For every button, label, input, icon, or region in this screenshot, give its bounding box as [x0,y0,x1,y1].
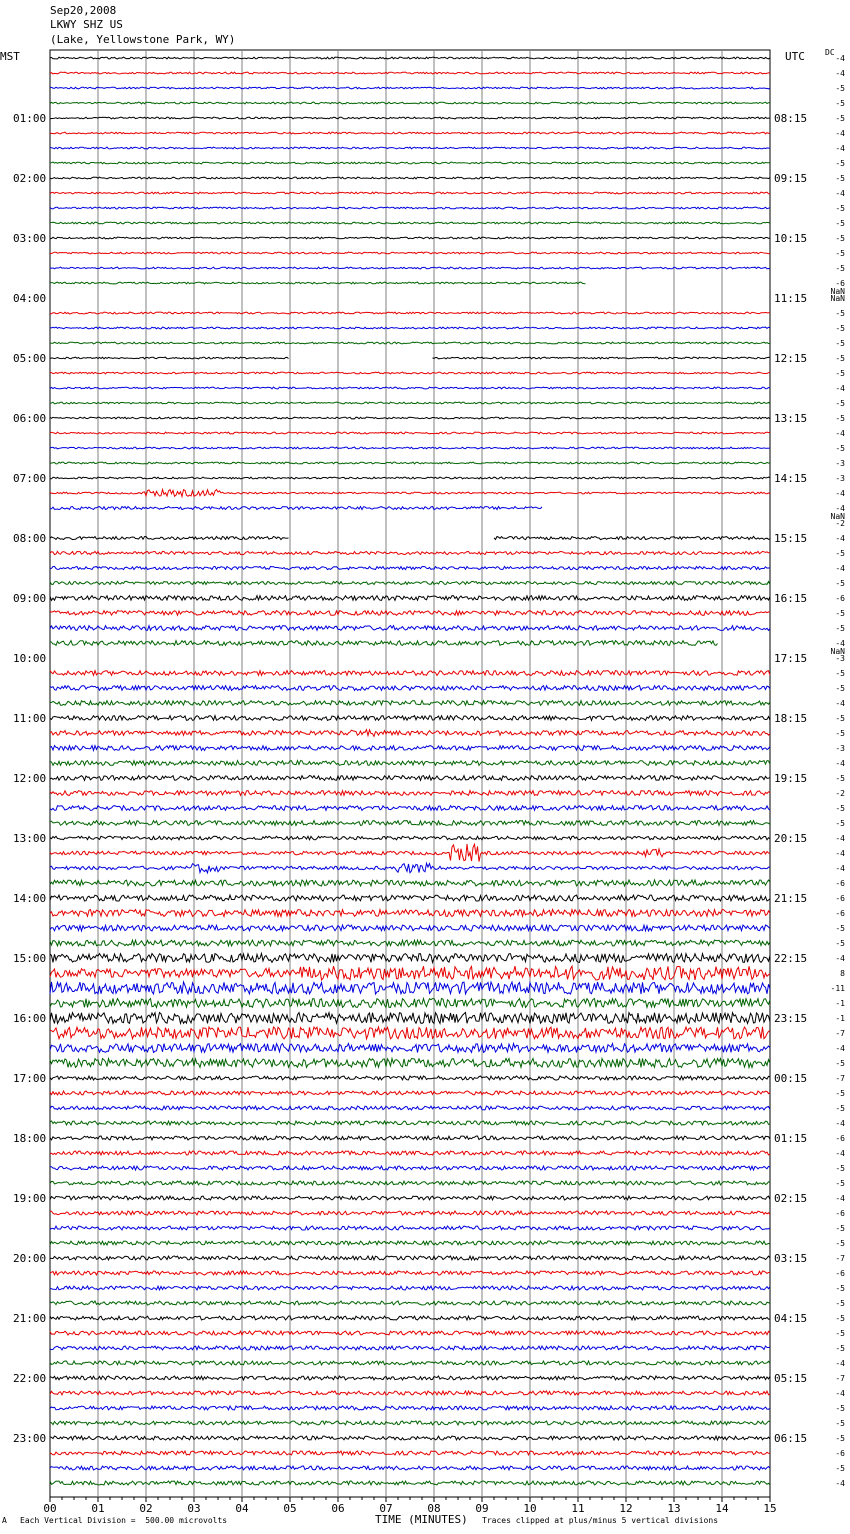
trace-offset-label: -5 [835,609,845,618]
trace-offset-label: -5 [835,1464,845,1473]
trace-offset-label: -4 [835,639,845,648]
seismic-trace [50,1481,770,1485]
trace-offset-label: -4 [835,1389,845,1398]
seismic-trace [50,207,770,209]
seismic-trace [50,999,770,1008]
x-axis-title: TIME (MINUTES) [375,1513,468,1526]
x-tick-label: 09 [475,1502,489,1515]
right-hour-label: 09:15 [774,172,808,185]
trace-offset-label: -5 [835,1434,845,1443]
right-hour-label: 12:15 [774,352,808,365]
seismic-trace [50,1451,770,1455]
seismic-trace [50,1059,770,1068]
seismic-trace [50,910,770,917]
trace-offset-label: -6 [835,279,845,288]
seismic-trace [50,730,770,737]
trace-offset-label: -5 [835,324,845,333]
right-hour-label: 21:15 [774,892,808,905]
gap-label: NaN [830,287,845,296]
trace-offset-label: -5 [835,1329,845,1338]
trace-offset-label: -4 [835,69,845,78]
trace-offset-label: -6 [835,1134,845,1143]
trace-offset-label: -7 [835,1074,845,1083]
trace-offset-label: 8 [840,969,845,978]
scale-note: Each Vertical Division = 500.00 microvolts [20,1516,228,1525]
trace-offset-label: -4 [835,699,845,708]
seismic-trace [50,940,770,946]
x-tick-label: 13 [667,1502,681,1515]
seismic-trace [50,1286,770,1290]
seismic-trace [50,357,770,359]
seismic-trace [50,536,770,539]
left-hour-label: 05:00 [13,352,47,365]
trace-offset-label: -4 [835,849,845,858]
left-hour-label: 11:00 [13,712,47,725]
header-station: LKWY SHZ US [50,18,123,31]
seismic-trace [50,1301,770,1305]
trace-offset-label: -5 [835,369,845,378]
right-hour-label: 11:15 [774,292,808,305]
seismic-trace [50,252,770,254]
seismic-trace [50,1406,770,1410]
trace-offset-label: -5 [835,804,845,813]
left-hour-label: 03:00 [13,232,47,245]
right-hour-label: 23:15 [774,1012,808,1025]
seismic-trace [50,327,770,329]
left-hour-label: 19:00 [13,1192,47,1205]
trace-offset-label: -5 [835,1059,845,1068]
trace-offset-label: -5 [835,1284,845,1293]
left-hour-label: 14:00 [13,892,47,905]
seismic-trace [50,746,770,751]
trace-offset-label: -5 [835,1419,845,1428]
trace-offset-label: -5 [835,1224,845,1233]
x-tick-label: 14 [715,1502,729,1515]
seismic-trace [50,1166,770,1170]
trace-offset-label: -5 [835,684,845,693]
right-hour-label: 15:15 [774,532,808,545]
right-hour-label: 20:15 [774,832,808,845]
seismic-trace [50,844,770,862]
seismic-trace [50,102,770,104]
trace-offset-label: -4 [835,1359,845,1368]
seismic-trace [50,1136,770,1140]
seismic-trace [50,821,770,826]
seismic-trace [50,267,770,269]
seismic-trace [50,1027,770,1039]
seismic-trace [50,836,770,840]
seismic-trace [50,895,770,901]
x-tick-label: 03 [187,1502,201,1515]
trace-offset-label: -4 [835,129,845,138]
x-tick-label: 11 [571,1502,585,1515]
trace-offset-label: -4 [835,1044,845,1053]
left-hour-label: 20:00 [13,1252,47,1265]
seismic-trace [50,162,770,164]
seismic-trace [50,312,770,314]
seismic-trace [50,925,770,931]
trace-offset-label: -5 [835,549,845,558]
trace-offset-label: -5 [835,444,845,453]
right-hour-label: 06:15 [774,1432,808,1445]
trace-offset-label: -4 [835,504,845,513]
seismic-trace [50,432,770,434]
trace-offset-label: -5 [835,219,845,228]
trace-offset-label: -5 [835,234,845,243]
seismic-trace [50,1151,770,1155]
left-hour-label: 17:00 [13,1072,47,1085]
left-hour-label: 22:00 [13,1372,47,1385]
seismic-trace [50,1076,770,1080]
trace-offset-label: -3 [835,744,845,753]
seismic-trace [50,372,770,374]
left-hour-label: 02:00 [13,172,47,185]
seismic-trace [50,1346,770,1350]
trace-offset-label: -4 [835,54,845,63]
seismic-trace [50,177,770,179]
trace-offset-label: -5 [835,174,845,183]
trace-offset-label: -3 [835,474,845,483]
trace-offset-label: -4 [835,954,845,963]
trace-offset-label: -2 [835,519,845,528]
x-tick-label: 08 [427,1502,441,1515]
seismic-trace [50,954,770,963]
trace-offset-label: -6 [835,594,845,603]
seismic-trace [50,132,770,134]
x-tick-label: 15 [763,1502,777,1515]
seismic-trace [50,716,770,721]
left-hour-label: 09:00 [13,592,47,605]
trace-offset-label: -5 [835,204,845,213]
seismic-trace [50,1241,770,1245]
seismic-trace [50,701,770,706]
gap-label: NaN [830,512,845,521]
seismic-trace [50,611,770,616]
dc-label: DC [825,48,835,57]
trace-offset-label: -3 [835,654,845,663]
trace-offset-label: -7 [835,1374,845,1383]
seismic-trace [50,447,770,449]
seismic-trace [50,1121,770,1125]
seismic-trace [50,791,770,796]
seismic-trace [50,1013,770,1024]
trace-offset-label: -6 [835,879,845,888]
trace-offset-label: -4 [835,834,845,843]
trace-offset-label: -5 [835,264,845,273]
trace-offset-label: -5 [835,729,845,738]
seismic-trace [50,761,770,766]
trace-offset-label: -6 [835,1449,845,1458]
gap-label: NaN [830,647,845,656]
trace-offset-label: -5 [835,669,845,678]
seismic-trace [50,1466,770,1470]
seismic-trace [50,1316,770,1320]
header-location: (Lake, Yellowstone Park, WY) [50,33,236,46]
clip-note: Traces clipped at plus/minus 5 vertical divisions [482,1516,719,1525]
footer-marker: A [2,1516,7,1525]
trace-offset-label: -5 [835,1299,845,1308]
trace-offset-label: -5 [835,1179,845,1188]
x-tick-label: 12 [619,1502,633,1515]
trace-offset-label: -6 [835,894,845,903]
left-hour-label: 07:00 [13,472,47,485]
seismic-trace [50,462,770,464]
trace-offset-label: -1 [835,999,845,1008]
trace-offset-label: -5 [835,774,845,783]
seismic-trace [50,966,770,980]
seismic-trace [50,237,770,239]
trace-offset-label: -4 [835,759,845,768]
seismic-trace [50,1211,770,1215]
right-hour-label: 04:15 [774,1312,808,1325]
seismic-trace [50,1271,770,1275]
trace-offset-label: -5 [835,939,845,948]
seismic-trace [50,1106,770,1110]
trace-offset-label: -5 [835,309,845,318]
trace-offset-label: -5 [835,1404,845,1413]
trace-offset-label: -6 [835,1269,845,1278]
trace-offset-label: -5 [835,1239,845,1248]
seismic-trace [50,1436,770,1440]
seismic-trace [50,72,770,74]
trace-offset-label: -2 [835,789,845,798]
left-hour-label: 04:00 [13,292,47,305]
trace-offset-label: -5 [835,1104,845,1113]
trace-offset-label: -5 [835,249,845,258]
seismic-trace [50,1181,770,1185]
seismic-trace [50,402,770,404]
left-hour-label: 13:00 [13,832,47,845]
trace-offset-label: -5 [835,924,845,933]
x-tick-label: 07 [379,1502,393,1515]
right-hour-label: 05:15 [774,1372,808,1385]
seismic-trace [50,641,770,646]
right-hour-label: 16:15 [774,592,808,605]
right-hour-label: 22:15 [774,952,808,965]
seismic-trace [50,387,770,389]
trace-offset-label: -5 [835,1314,845,1323]
trace-offset-label: -4 [835,534,845,543]
seismic-trace [50,551,770,554]
x-tick-label: 06 [331,1502,345,1515]
trace-offset-label: -4 [835,1479,845,1488]
trace-offset-label: -4 [835,1194,845,1203]
seismic-trace [50,1256,770,1260]
seismic-trace [50,806,770,811]
right-hour-label: 02:15 [774,1192,808,1205]
seismic-trace [50,1376,770,1380]
trace-offset-label: -4 [835,384,845,393]
seismic-trace [50,490,770,497]
seismic-trace [50,342,770,344]
x-tick-label: 05 [283,1502,297,1515]
seismic-trace [50,117,770,119]
right-hour-label: 19:15 [774,772,808,785]
trace-offset-label: -7 [835,1029,845,1038]
trace-offset-label: -5 [835,159,845,168]
x-tick-label: 10 [523,1502,537,1515]
seismic-trace [50,1226,770,1230]
trace-offset-label: -4 [835,489,845,498]
seismic-trace [50,863,770,873]
left-hour-label: 06:00 [13,412,47,425]
seismic-trace [50,147,770,149]
x-tick-label: 00 [43,1502,57,1515]
trace-offset-label: -5 [835,84,845,93]
seismic-trace [50,57,770,59]
trace-offset-label: -5 [835,399,845,408]
trace-offset-label: -4 [835,144,845,153]
left-hour-label: 16:00 [13,1012,47,1025]
right-hour-label: 03:15 [774,1252,808,1265]
seismic-trace [50,417,770,419]
trace-offset-label: -5 [835,414,845,423]
trace-offset-label: -4 [835,864,845,873]
trace-offset-label: -3 [835,459,845,468]
trace-offset-label: -4 [835,564,845,573]
seismic-trace [50,776,770,781]
seismic-trace [50,1091,770,1095]
left-hour-label: 12:00 [13,772,47,785]
left-hour-label: 01:00 [13,112,47,125]
trace-offset-label: -5 [835,339,845,348]
left-timezone-label: MST [0,50,20,63]
trace-offset-label: -5 [835,1089,845,1098]
seismic-trace [50,1391,770,1395]
trace-offset-label: -5 [835,354,845,363]
seismic-trace [50,982,770,994]
seismic-trace [50,507,770,510]
left-hour-label: 15:00 [13,952,47,965]
trace-offset-label: NaN [830,294,845,303]
seismic-trace [50,566,770,569]
seismic-trace [50,222,770,224]
seismic-trace [50,1361,770,1365]
seismic-trace [50,671,770,676]
seismic-trace [50,1196,770,1200]
header-date: Sep20,2008 [50,4,117,17]
left-hour-label: 23:00 [13,1432,47,1445]
seismic-trace [50,626,770,631]
seismic-trace [50,282,770,284]
trace-offset-label: -5 [835,714,845,723]
left-hour-label: 10:00 [13,652,47,665]
right-hour-label: 13:15 [774,412,808,425]
trace-offset-label: -6 [835,909,845,918]
right-hour-label: 14:15 [774,472,808,485]
trace-offset-label: -7 [835,1254,845,1263]
trace-offset-label: -5 [835,114,845,123]
trace-offset-label: -5 [835,1344,845,1353]
seismic-trace [50,880,770,886]
x-tick-label: 04 [235,1502,249,1515]
seismic-trace [50,596,770,601]
trace-offset-label: -4 [835,1149,845,1158]
right-hour-label: 18:15 [774,712,808,725]
right-timezone-label: UTC [785,50,805,63]
trace-offset-label: -5 [835,1164,845,1173]
left-hour-label: 18:00 [13,1132,47,1145]
trace-offset-label: -4 [835,1119,845,1128]
left-hour-label: 21:00 [13,1312,47,1325]
trace-offset-label: -11 [830,984,845,993]
seismic-trace [50,192,770,194]
left-hour-label: 08:00 [13,532,47,545]
seismic-trace [50,477,770,479]
trace-offset-label: -4 [835,189,845,198]
right-hour-label: 08:15 [774,112,808,125]
seismic-trace [50,87,770,89]
x-tick-label: 02 [139,1502,153,1515]
trace-offset-label: -6 [835,1209,845,1218]
trace-offset-label: -5 [835,579,845,588]
seismic-trace [50,1421,770,1425]
seismic-trace [50,686,770,691]
trace-offset-label: -4 [835,429,845,438]
seismic-trace [50,581,770,584]
trace-offset-label: -5 [835,624,845,633]
seismic-trace [50,1044,770,1053]
seismic-trace [50,1331,770,1335]
right-hour-label: 17:15 [774,652,808,665]
right-hour-label: 10:15 [774,232,808,245]
trace-offset-label: -5 [835,819,845,828]
trace-offset-label: -1 [835,1014,845,1023]
x-tick-label: 01 [91,1502,105,1515]
trace-offset-label: -5 [835,99,845,108]
right-hour-label: 01:15 [774,1132,808,1145]
right-hour-label: 00:15 [774,1072,808,1085]
